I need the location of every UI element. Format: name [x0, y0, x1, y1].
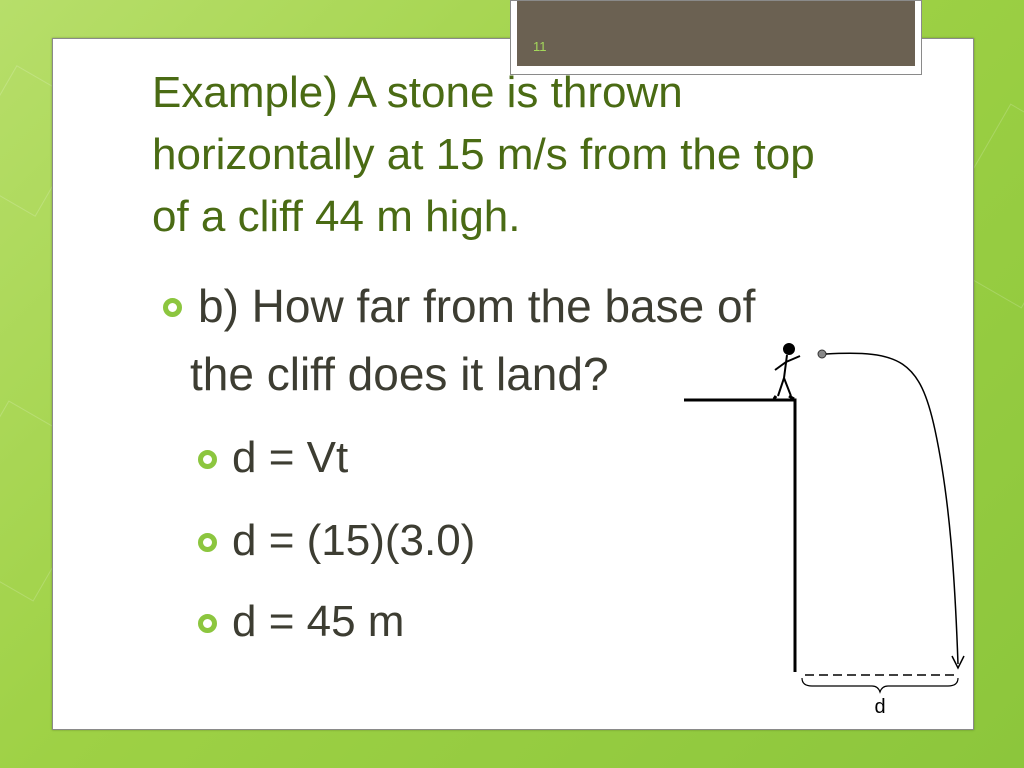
- slide-number: 11: [533, 39, 547, 54]
- trajectory-curve: [826, 353, 958, 664]
- step-line: d = 45 m: [232, 597, 405, 646]
- stone-icon: [818, 350, 826, 358]
- title-line: horizontally at 15 m/s from the top: [152, 130, 815, 179]
- step-line: d = Vt: [232, 433, 349, 482]
- thrower-figure-icon: [774, 344, 800, 399]
- distance-label: d: [874, 696, 886, 718]
- step-line: d = (15)(3.0): [232, 516, 476, 565]
- title-line: Example) A stone is thrown: [152, 68, 683, 117]
- question-line: b) How far from the base of: [198, 280, 756, 332]
- cliff-outline: [684, 400, 795, 672]
- question-line: the cliff does it land?: [190, 348, 609, 400]
- title-line: of a cliff 44 m high.: [152, 192, 521, 241]
- distance-brace: [802, 678, 958, 692]
